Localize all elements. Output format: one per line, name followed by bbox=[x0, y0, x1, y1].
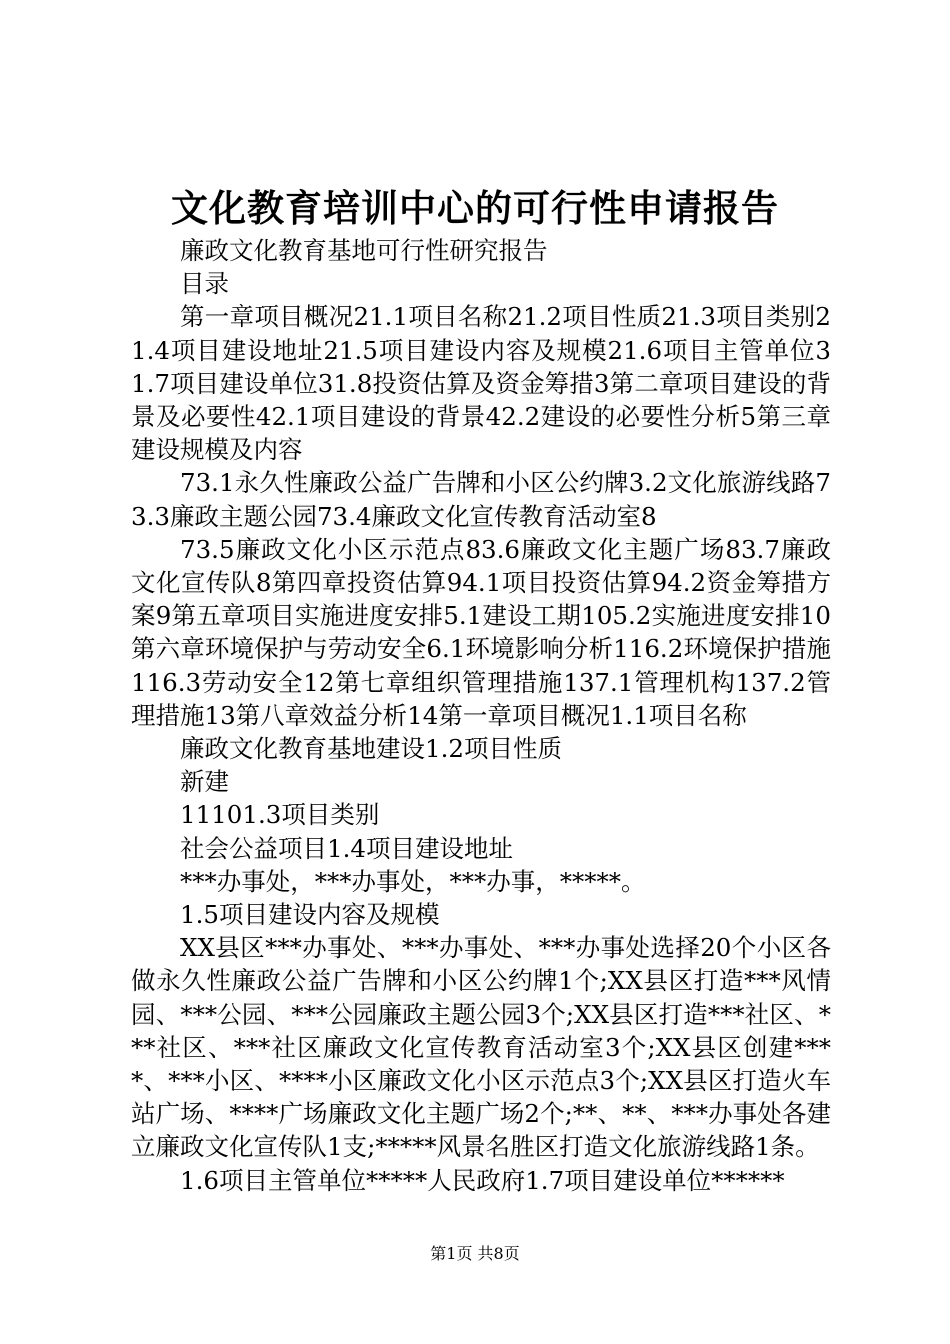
paragraph-toc-part-2: 73.1永久性廉政公益广告牌和小区公约牌3.2文化旅游线路73.3廉政主题公园73.4廉政文化宣传教育活动室8 bbox=[131, 468, 831, 531]
paragraph-project-address: ***办事处，***办事处，***办事，*****。 bbox=[180, 866, 646, 896]
paragraph-project-name: 廉政文化教育基地建设1.2项目性质 bbox=[180, 734, 562, 764]
paragraph-scope-content: XX县区***办事处、***办事处、***办事处选择20个小区各做永久性廉政公益广告牌和小区公约牌1个;XX县区打造***风情园、***公园、***公园廉政主题公园3个;XX县区打造***社区、***社区、***社区廉政文化宣传教育活动室3个;XX县区创建****、***小区、****小区廉政文化小区示范点3个;XX县区打造火车站广场、****广场廉政文化主题广场2个;**、**、***办事处各建立廉政文化宣传队1支;*****风景名胜区打造文化旅游线路1条。 bbox=[131, 933, 831, 1162]
paragraph-subtitle: 廉政文化教育基地可行性研究报告 bbox=[180, 236, 548, 265]
paragraph-project-address-heading: 社会公益项目1.4项目建设地址 bbox=[180, 833, 513, 863]
paragraph-scope-heading: 1.5项目建设内容及规模 bbox=[180, 900, 440, 930]
document-title: 文化教育培训中心的可行性申请报告 bbox=[171, 186, 779, 230]
paragraph-project-nature: 新建 bbox=[180, 767, 229, 797]
paragraph-toc-heading: 目录 bbox=[180, 269, 229, 299]
paragraph-units: 1.6项目主管单位*****人民政府1.7项目建设单位****** bbox=[180, 1165, 785, 1195]
paragraph-project-category: 11101.3项目类别 bbox=[180, 800, 380, 830]
document-body bbox=[131, 234, 831, 1197]
page-footer: 第1页 共8页 bbox=[430, 1244, 520, 1263]
paragraph-toc-part-1: 第一章项目概况21.1项目名称21.2项目性质21.3项目类别21.4项目建设地址21.5项目建设内容及规模21.6项目主管单位31.7项目建设单位31.8投资估算及资金筹措3第二章项目建设的背景及必要性42.1项目建设的背景42.2建设的必要性分析5第三章建设规模及内容 bbox=[131, 302, 831, 465]
paragraph-toc-part-3: 73.5廉政文化小区示范点83.6廉政文化主题广场83.7廉政文化宣传队8第四章投资估算94.1项目投资估算94.2资金筹措方案9第五章项目实施进度安排5.1建设工期105.2实施进度安排10第六章环境保护与劳动安全6.1环境影响分析116.2环境保护措施116.3劳动安全12第七章组织管理措施137.1管理机构137.2管理措施13第八章效益分析14第一章项目概况1.1项目名称 bbox=[131, 534, 831, 730]
